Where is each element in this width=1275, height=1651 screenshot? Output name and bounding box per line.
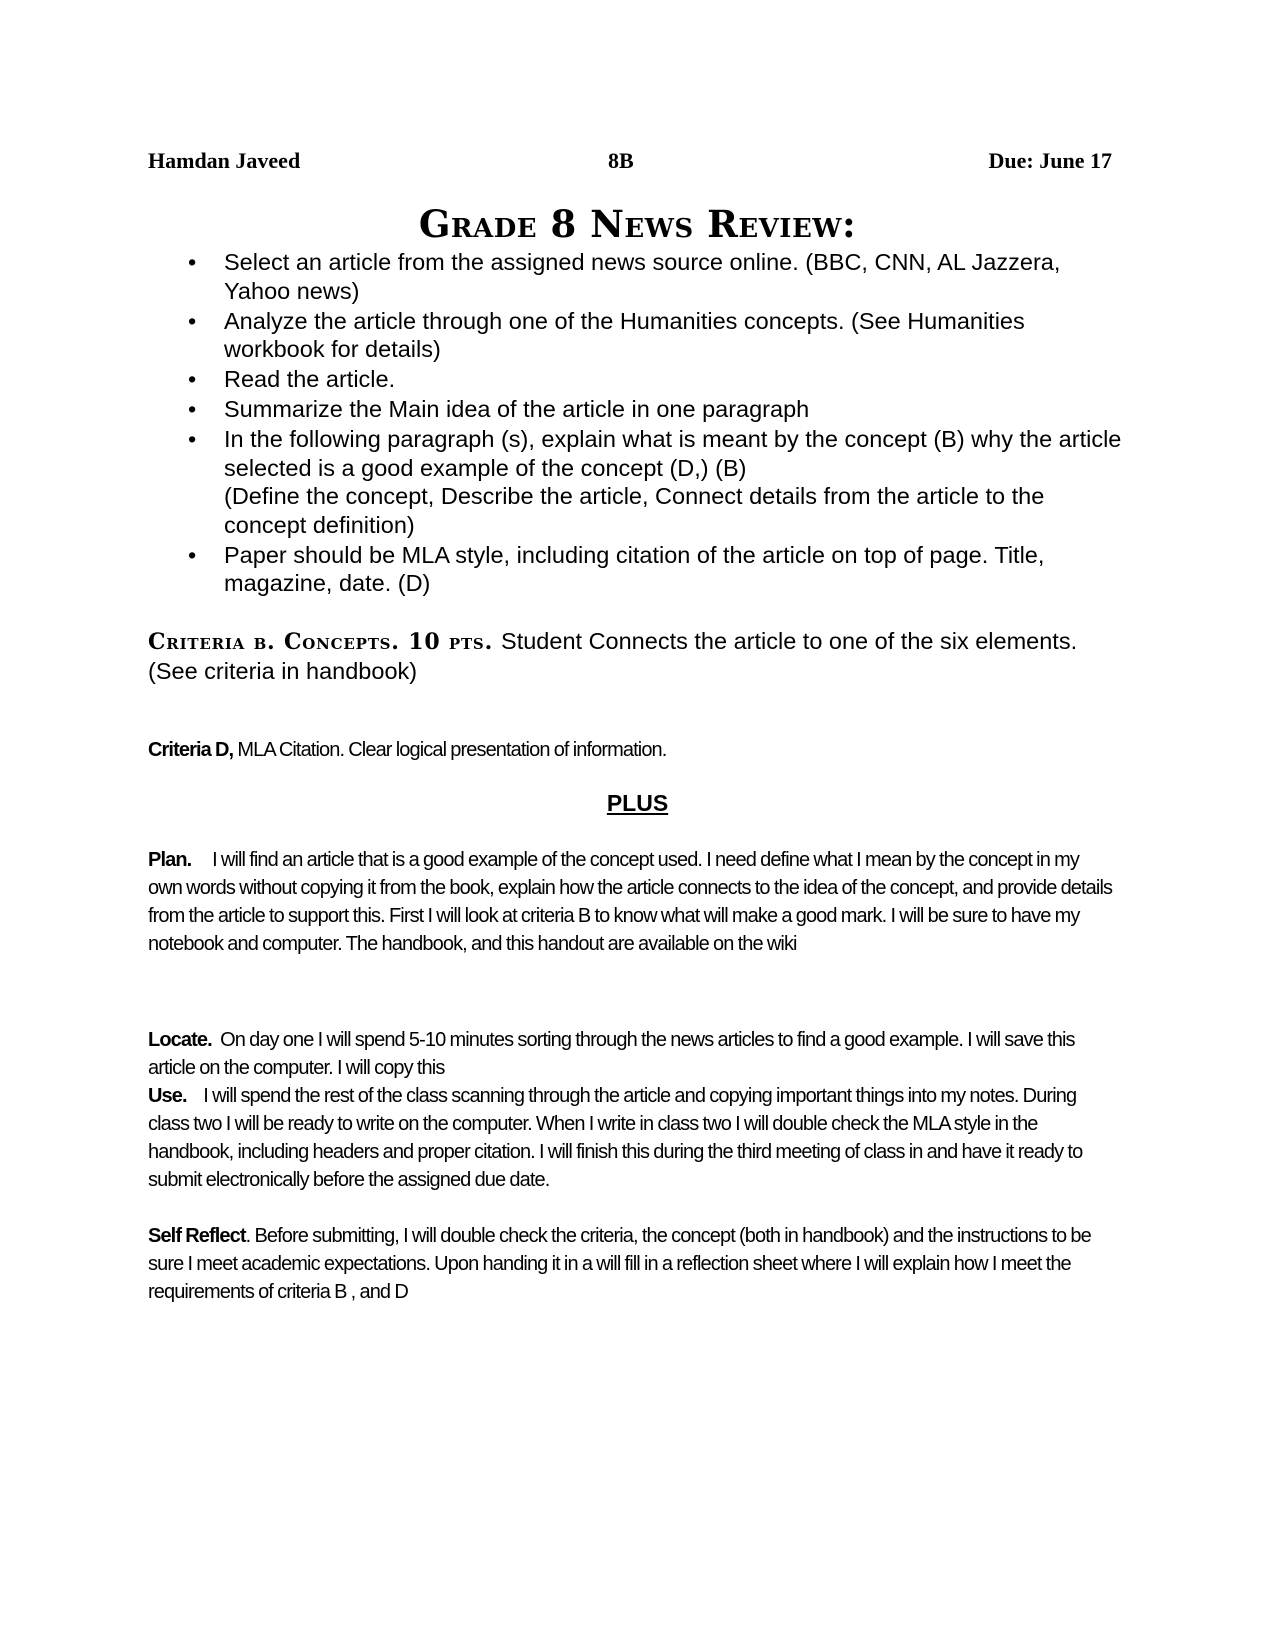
instruction-text: Select an article from the assigned news source online. (BBC, CNN, AL Jazzera, Yahoo news) xyxy=(224,249,1061,304)
instruction-text: Summarize the Main idea of the article in one paragraph xyxy=(224,396,810,422)
instruction-item xyxy=(148,248,1128,305)
plan-text: I will find an article that is a good example of the concept used. I need define what I mean by the concept in my own words without copying it from the book, explain how the article connects to the idea of the concept, and provide details from the article to support this. First I will look at criteria B to know what will make a good mark. I will be sure to have my notebook and computer. The handbook, and this handout are available on the wiki xyxy=(148,849,1113,955)
instruction-item xyxy=(148,395,1128,424)
use-paragraph xyxy=(148,1082,1116,1194)
criteria-d-label: Criteria D, xyxy=(148,739,234,761)
instruction-item xyxy=(148,541,1128,598)
criteria-b-label: Criteria b. Concepts. 10 pts. xyxy=(148,629,494,655)
instruction-text: In the following paragraph (s), explain what is meant by the concept (B) why the article selected is a good example of the concept (D,) (B) xyxy=(224,426,1122,481)
header-row xyxy=(148,148,1112,178)
instruction-item xyxy=(148,425,1128,539)
instruction-text: Read the article. xyxy=(224,366,396,392)
instruction-text: Paper should be MLA style, including citation of the article on top of page. Title, magazine, date. (D) xyxy=(224,541,1045,596)
instruction-item xyxy=(148,365,1128,394)
plan-paragraph xyxy=(148,846,1116,958)
criteria-b-text: Student Connects the article to one of the six elements. (See criteria in handbook) xyxy=(148,628,1078,684)
self-reflect-paragraph xyxy=(148,1222,1116,1306)
class-label: 8B xyxy=(608,148,634,173)
criteria-d-text: MLA Citation. Clear logical presentation of information. xyxy=(237,739,667,761)
plus-heading: PLUS xyxy=(606,790,669,816)
locate-label: Locate. xyxy=(148,1029,212,1051)
locate-paragraph xyxy=(148,1026,1116,1082)
use-label: Use. xyxy=(148,1085,187,1107)
self-reflect-text: . Before submitting, I will double check the criteria, the concept (both in handbook) and the instructions to be sure I meet academic expectations. Upon handing it in a will fill in a reflection sheet where I will explain how I meet the requirements of criteria B , and D xyxy=(148,1225,1091,1303)
use-text: I will spend the rest of the class scanning through the article and copying important things into my notes. During class two I will be ready to write on the computer. When I write in class two I will double check the MLA style in the handbook, including headers and proper citation. I will finish this during the third meeting of class in and have it ready to submit electronically before the assigned due date. xyxy=(148,1085,1083,1191)
self-reflect-label: Self Reflect xyxy=(148,1225,246,1247)
student-name: Hamdan Javeed xyxy=(148,148,301,173)
plan-label: Plan. xyxy=(148,849,192,871)
page-title: Grade 8 News Review: xyxy=(418,202,857,246)
locate-text: On day one I will spend 5-10 minutes sorting through the news articles to find a good example. I will save this article on the computer. I will copy this xyxy=(148,1029,1075,1079)
criteria-b xyxy=(148,627,1108,686)
criteria-d xyxy=(148,736,1108,764)
due-date: Due: June 17 xyxy=(988,148,1112,173)
instruction-item xyxy=(148,307,1128,364)
instruction-text: Analyze the article through one of the Humanities concepts. (See Humanities workbook for details) xyxy=(224,307,1025,362)
instruction-list xyxy=(148,248,1128,599)
instruction-note: (Define the concept, Describe the article, Connect details from the article to the concept definition) xyxy=(224,483,1045,538)
